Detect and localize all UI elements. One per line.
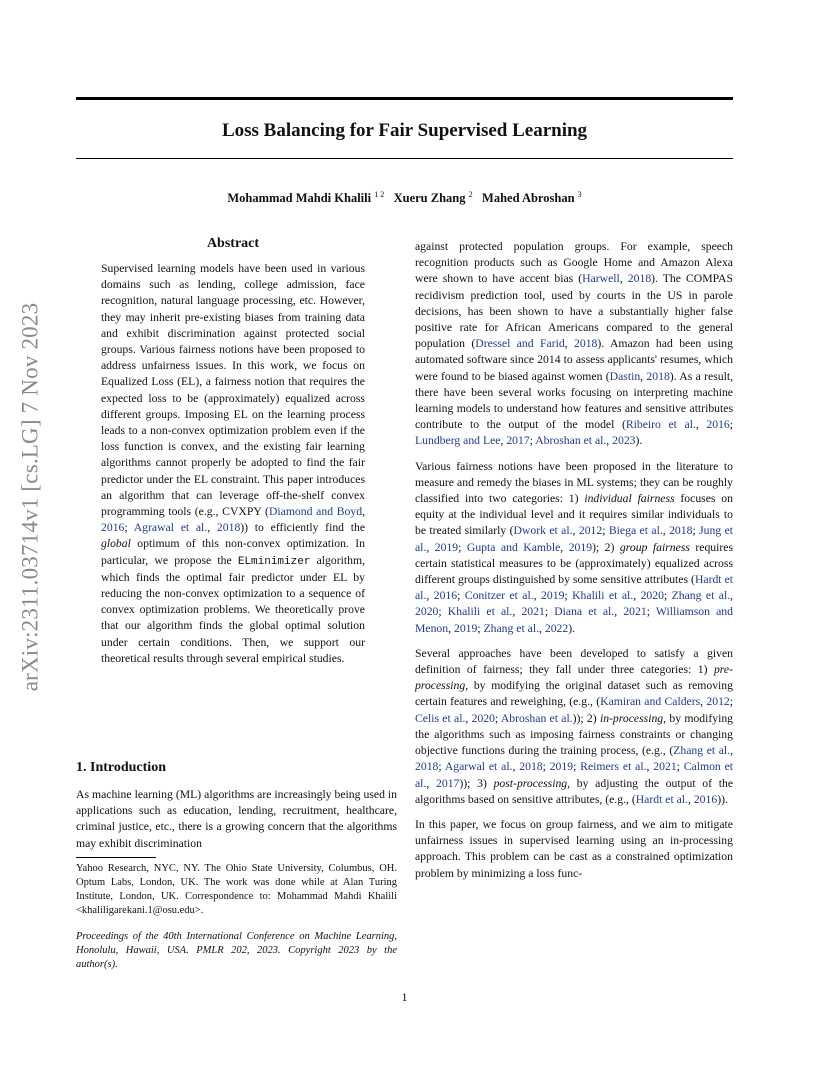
arxiv-sidebar	[12, 262, 48, 732]
author-name: Mohammad Mahdi Khalili	[227, 191, 372, 206]
introduction-paragraph: As machine learning (ML) algorithms are increasingly being used in applications such as education, lending, recruitment, healthcare, criminal justice, etc., there is a growing concern that the algorithms may exhibit discrimination	[76, 788, 397, 850]
title-top-rule	[76, 97, 733, 100]
page-number: 1	[401, 990, 408, 1004]
section-heading: 1. Introduction	[76, 760, 166, 775]
footnote-affiliations: Yahoo Research, NYC, NY. The Ohio State University, Columbus, OH. Optum Labs, London, UK. The work was done while at Alan Turing Institute, London, UK. Correspondence to: Mohammad Mahdi Khalili <khaliligarekani.1@osu.edu>.	[76, 863, 397, 916]
abstract-body: Supervised learning models have been used in various domains such as lending, college admission, face recognition, natural language processing, etc. However, they may inherit pre-existing biases from training data and exhibit discrimination against protected social groups. Various fairness notions have been proposed to address unfairness issues. In this work, we focus on Equalized Loss (EL), a fairness notion that requires the expected loss to be (approximately) equalized across different groups. Imposing EL on the learning process leads to a non-convex optimization problem even if the loss function is convex, and the existing fair learning algorithms cannot properly be adopted to find the fair predictor under the EL constraint. This paper introduces an algorithm that can leverage off-the-shelf convex programming tools (e.g., CVXPY (Diamond and Boyd, 2016; Agrawal et al., 2018)) to efficiently find the global optimum of this non-convex optimization. In particular, we propose the ELminimizer algorithm, which finds the optimal fair predictor under EL by reducing the non-convex optimization to a sequence of convex optimization problems. We theoretically prove that our algorithm finds the global optimal solution under certain conditions. Then, we support our theoretical results through several empirical studies.	[101, 262, 366, 665]
proceedings-text: Proceedings of the 40th International Conference on Machine Learning, Honolulu, Hawaii, USA. PMLR 202, 2023. Copyright 2023 by the author(s).	[76, 931, 397, 970]
footnote-rule	[76, 857, 156, 858]
author-affiliation: 1 2	[374, 190, 385, 199]
author-name: Xueru Zhang	[393, 191, 466, 206]
author-list	[76, 190, 733, 206]
title-bottom-rule	[76, 158, 733, 159]
author-name: Mahed Abroshan	[482, 191, 575, 206]
author-affiliation: 3	[577, 190, 582, 199]
arxiv-identifier: arXiv:2311.03714v1 [cs.LG] 7 Nov 2023	[17, 302, 42, 692]
paper-title: Loss Balancing for Fair Supervised Learning	[221, 120, 588, 141]
proceedings-note	[76, 930, 397, 972]
abstract-heading: Abstract	[206, 236, 260, 251]
author-affiliation: 2	[468, 190, 473, 199]
right-column-body: against protected population groups. For example, speech recognition products such as Google Home and Amazon Alexa were shown to have accent bias (Harwell, 2018). The COMPAS recidivism prediction tool, used by courts in the US in parole decisions, has been shown to have a substantially higher false positive rate for African Americans compared to the general population (Dressel and Farid, 2018). Amazon had been using automated software since 2014 to assess applicants' resumes, which were found to be biased against women (Dastin, 2018). As a result, there have been several works focusing on interpreting machine learning models to understand how features and sensitive attributes contribute to the output of the model (Ribeiro et al., 2016; Lundberg and Lee, 2017; Abroshan et al., 2023). Various fairness notions have been proposed in the literature to measure and remedy the biases in ML systems; they can be roughly classified into two categories: 1) individual fairness focuses on equity at the individual level and it requires similar individuals to be treated similarly (Dwork et al., 2012; Biega et al., 2018; Jung et al., 2019; Gupta and Kamble, 2019); 2) group fairness requires certain statistical measures to be (approximately) equalized across different groups distinguished by some sensitive attributes (Hardt et al., 2016; Conitzer et al., 2019; Khalili et al., 2020; Zhang et al., 2020; Khalili et al., 2021; Diana et al., 2021; Williamson and Menon, 2019; Zhang et al., 2022). Several approaches have been developed to satisfy a given definition of fairness; they fall under three categories: 1) pre-processing, by modifying the original dataset such as removing certain features and reweighing, (e.g., (Kamiran and Calders, 2012; Celis et al., 2020; Abroshan et al.)); 2) in-processing, by modifying the algorithms such as imposing fairness constraints or changing objective functions during the training process, (e.g., (Zhang et al., 2018; Agarwal et al., 2018; 2019; Reimers et al., 2021; Calmon et al., 2017)); 3) post-processing, by adjusting the output of the algorithms based on sensitive attributes, (e.g., (Hardt et al., 2016)). In this paper, we focus on group fairness, and we aim to mitigate unfairness issues in supervised learning using an in-processing approach. This problem can be cast as a constrained optimization problem by minimizing a loss func-	[415, 240, 734, 880]
